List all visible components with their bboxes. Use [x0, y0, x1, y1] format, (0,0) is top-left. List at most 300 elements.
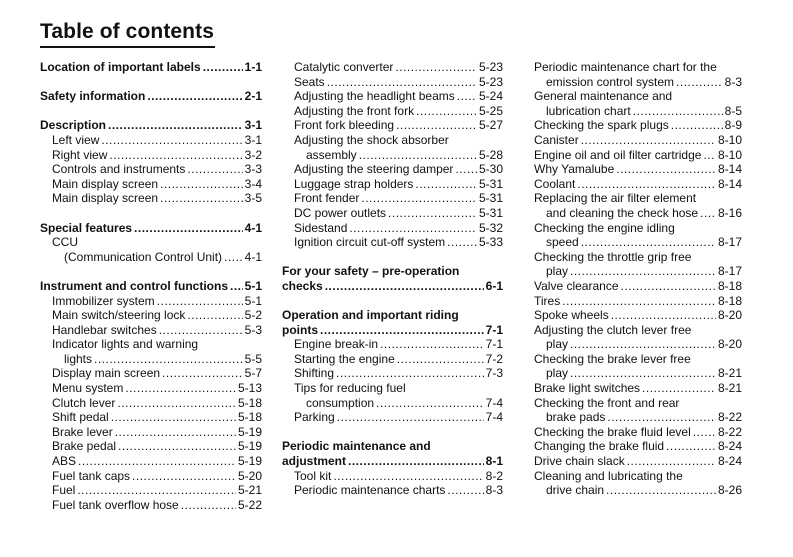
toc-entry[interactable]: [534, 425, 742, 440]
toc-entry-title: Adjusting the front fork: [294, 103, 415, 118]
toc-entry[interactable]: [282, 148, 503, 163]
toc-entry-title: CCU: [52, 235, 78, 250]
dot-leader: [627, 454, 716, 469]
toc-entry-title: Adjusting the headlight beams: [294, 89, 455, 104]
toc-entry[interactable]: [40, 410, 262, 425]
toc-page-number: 8-17: [717, 235, 742, 250]
dot-leader: [361, 191, 477, 206]
toc-entry[interactable]: [40, 439, 262, 454]
toc-entry-title: Seats: [294, 74, 325, 89]
toc-entry: [534, 191, 742, 206]
dot-leader: [570, 337, 716, 352]
toc-section-entry[interactable]: [40, 60, 262, 75]
toc-page-number: 5-31: [478, 205, 503, 220]
toc-page-number: 3-3: [244, 162, 262, 177]
dot-leader: [415, 177, 477, 192]
toc-entry-title: play: [546, 264, 569, 279]
toc-entry: [534, 250, 742, 265]
toc-page-number: 4-1: [244, 220, 262, 235]
toc-section-entry[interactable]: [40, 279, 262, 294]
toc-entry[interactable]: [534, 381, 742, 396]
toc-entry-title: Checking the front and rear: [534, 395, 680, 410]
dot-leader: [676, 75, 723, 90]
toc-page-number: 8-21: [717, 366, 742, 381]
toc-entry-title: Operation and important riding: [282, 308, 459, 323]
toc-entry[interactable]: [534, 162, 742, 177]
toc-page-number: 5-2: [244, 308, 262, 323]
dot-leader: [108, 118, 243, 133]
toc-entry[interactable]: [40, 250, 262, 265]
dot-leader: [611, 308, 716, 323]
dot-leader: [606, 483, 716, 498]
toc-entry-title: Main switch/steering lock: [52, 308, 186, 323]
dot-leader: [115, 425, 236, 440]
toc-entry-title: Tips for reducing fuel: [294, 381, 406, 396]
toc-entry-title: Location of important labels: [40, 60, 201, 74]
dot-leader: [327, 75, 477, 90]
toc-entry-title: brake pads: [546, 410, 606, 425]
toc-entry[interactable]: [282, 221, 503, 236]
toc-entry-title: Ignition circuit cut-off system: [294, 235, 446, 250]
toc-page-number: 8-10: [717, 147, 742, 162]
toc-entry-title: Engine oil and oil filter cartridge: [534, 147, 702, 162]
toc-page-number: 8-20: [717, 337, 742, 352]
toc-page-number: 8-3: [724, 74, 742, 89]
toc-entry[interactable]: [534, 118, 742, 133]
toc-section-entry[interactable]: [40, 118, 262, 133]
toc-page-number: 5-23: [478, 74, 503, 89]
toc-page-number: 5-31: [478, 191, 503, 206]
toc-entry: [282, 133, 503, 148]
dot-leader: [570, 264, 716, 279]
toc-entry-title: Safety information: [40, 89, 146, 104]
toc-entry-title: adjustment: [282, 454, 347, 469]
toc-entry-title: Brake pedal: [52, 439, 117, 454]
toc-page-number: 7-3: [485, 366, 503, 381]
toc-column-3: [534, 60, 742, 498]
dot-leader: [337, 410, 484, 425]
dot-leader: [447, 235, 477, 250]
dot-leader: [78, 454, 236, 469]
toc-entry[interactable]: [534, 410, 742, 425]
toc-section-entry[interactable]: [282, 323, 503, 338]
toc-entry[interactable]: [40, 381, 262, 396]
toc-entry[interactable]: [534, 235, 742, 250]
toc-entry-title: Why Yamalube: [534, 162, 615, 177]
dot-leader: [671, 118, 723, 133]
toc-entry-title: Handlebar switches: [52, 322, 157, 337]
toc-page-number: 8-5: [724, 103, 742, 118]
toc-entry-title: play: [546, 337, 569, 352]
toc-entry-title: Checking the spark plugs: [534, 118, 669, 133]
toc-entry-title: Indicator lights and warning: [52, 337, 199, 352]
toc-entry-title: Clutch lever: [52, 395, 116, 410]
toc-page-number: 8-18: [717, 293, 742, 308]
toc-entry-title: Periodic maintenance charts: [294, 483, 446, 498]
toc-entry-title: Immobilizer system: [52, 293, 155, 308]
toc-page-number: 5-32: [478, 220, 503, 235]
toc-entry[interactable]: [282, 177, 503, 192]
toc-entry: [534, 352, 742, 367]
section-spacer: [40, 264, 262, 279]
toc-page-number: 7-1: [485, 322, 503, 337]
toc-page-number: 6-1: [485, 278, 503, 293]
toc-page-number: 5-1: [244, 293, 262, 308]
toc-entry-title: Main display screen: [52, 176, 159, 191]
toc-page-number: 8-14: [717, 176, 742, 191]
toc-page-number: 8-17: [717, 264, 742, 279]
toc-entry: [282, 381, 503, 396]
toc-entry[interactable]: [534, 366, 742, 381]
toc-entry[interactable]: [534, 294, 742, 309]
section-spacer: [282, 250, 503, 265]
toc-page-number: 3-4: [244, 176, 262, 191]
toc-page-number: 5-28: [478, 147, 503, 162]
toc-entry[interactable]: [282, 75, 503, 90]
section-spacer: [40, 75, 262, 90]
toc-entry-title: Cleaning and lubricating the: [534, 468, 683, 483]
toc-entry-title: Main display screen: [52, 191, 159, 206]
toc-entry-title: Drive chain slack: [534, 454, 625, 469]
toc-entry[interactable]: [534, 264, 742, 279]
toc-entry[interactable]: [534, 177, 742, 192]
dot-leader: [666, 439, 716, 454]
dot-leader: [157, 294, 243, 309]
toc-section-entry[interactable]: [40, 89, 262, 104]
toc-entry-title: Fuel tank caps: [52, 468, 131, 483]
toc-entry[interactable]: [282, 118, 503, 133]
toc-entry: [534, 323, 742, 338]
toc-entry-title: Changing the brake fluid: [534, 439, 665, 454]
section-spacer: [282, 425, 503, 440]
dot-leader: [162, 366, 243, 381]
toc-entry[interactable]: [534, 133, 742, 148]
toc-page-number: 8-22: [717, 424, 742, 439]
toc-entry-title: drive chain: [546, 483, 605, 498]
dot-leader: [333, 469, 483, 484]
toc-entry[interactable]: [40, 366, 262, 381]
toc-page-number: 5-31: [478, 176, 503, 191]
toc-page-number: 8-3: [485, 483, 503, 498]
toc-entry[interactable]: [282, 469, 503, 484]
dot-leader: [134, 221, 243, 236]
toc-entry[interactable]: [282, 352, 503, 367]
toc-page-number: 8-26: [717, 483, 742, 498]
toc-section-entry: [282, 264, 503, 279]
toc-page-number: 3-1: [244, 118, 262, 133]
toc-entry[interactable]: [534, 337, 742, 352]
toc-entry[interactable]: [40, 148, 262, 163]
dot-leader: [187, 162, 242, 177]
dot-leader: [633, 104, 723, 119]
toc-entry-title: Brake lever: [52, 424, 113, 439]
toc-entry-title: Left view: [52, 132, 100, 147]
toc-page-number: 5-19: [237, 454, 262, 469]
section-spacer: [40, 104, 262, 119]
toc-entry: [534, 89, 742, 104]
toc-entry: [534, 469, 742, 484]
toc-entry-title: Adjusting the shock absorber: [294, 132, 449, 147]
toc-entry-title: For your safety – pre-operation: [282, 264, 460, 279]
toc-entry-title: consumption: [306, 395, 375, 410]
toc-page-number: 5-27: [478, 118, 503, 133]
toc-entry-title: Canister: [534, 132, 579, 147]
toc-entry-title: emission control system: [546, 74, 675, 89]
toc-entry[interactable]: [40, 352, 262, 367]
toc-entry[interactable]: [40, 454, 262, 469]
dot-leader: [118, 439, 236, 454]
toc-entry-title: Checking the engine idling: [534, 220, 675, 235]
dot-leader: [230, 279, 243, 294]
toc-page-number: 8-22: [717, 410, 742, 425]
dot-leader: [117, 396, 236, 411]
toc-entry-title: ABS: [52, 454, 77, 469]
toc-section-entry[interactable]: [282, 279, 503, 294]
toc-entry[interactable]: [40, 191, 262, 206]
toc-entry[interactable]: [282, 60, 503, 75]
toc-entry: [534, 396, 742, 411]
toc-entry[interactable]: [534, 279, 742, 294]
toc-entry[interactable]: [40, 133, 262, 148]
dot-leader: [380, 337, 484, 352]
toc-entry[interactable]: [40, 498, 262, 513]
dot-leader: [203, 60, 243, 75]
toc-entry-title: Display main screen: [52, 366, 161, 381]
toc-entry[interactable]: [534, 148, 742, 163]
toc-entry-title: Adjusting the steering damper: [294, 162, 454, 177]
toc-entry-title: Replacing the air filter element: [534, 191, 697, 206]
toc-entry[interactable]: [40, 323, 262, 338]
dot-leader: [94, 352, 243, 367]
dot-leader: [455, 162, 477, 177]
dot-leader: [447, 483, 483, 498]
dot-leader: [160, 191, 243, 206]
toc-entry-title: Fuel: [52, 483, 76, 498]
toc-entry[interactable]: [534, 483, 742, 498]
toc-entry-title: Tool kit: [294, 468, 332, 483]
toc-entry[interactable]: [282, 104, 503, 119]
dot-leader: [457, 89, 477, 104]
toc-page-number: 5-21: [237, 483, 262, 498]
toc-entry-title: Catalytic converter: [294, 60, 394, 74]
dot-leader: [607, 410, 716, 425]
dot-leader: [77, 483, 236, 498]
toc-entry-title: General maintenance and: [534, 89, 673, 104]
toc-entry-title: Menu system: [52, 381, 124, 396]
toc-section-entry: [282, 308, 503, 323]
dot-leader: [359, 148, 477, 163]
dot-leader: [224, 250, 243, 265]
toc-page-number: 5-33: [478, 235, 503, 250]
toc-page-number: 8-18: [717, 278, 742, 293]
dot-leader: [581, 133, 716, 148]
toc-entry[interactable]: [534, 439, 742, 454]
dot-leader: [581, 235, 716, 250]
toc-entry-title: Spoke wheels: [534, 308, 609, 323]
toc-entry[interactable]: [282, 89, 503, 104]
toc-entry-title: Periodic maintenance chart for the: [534, 60, 717, 74]
toc-entry-title: Description: [40, 118, 107, 133]
dot-leader: [348, 454, 484, 469]
toc-entry-title: (Communication Control Unit): [64, 249, 223, 264]
toc-entry-title: Sidestand: [294, 220, 348, 235]
toc-page-number: 8-2: [485, 468, 503, 483]
toc-entry-title: Checking the throttle grip free: [534, 249, 692, 264]
dot-leader: [376, 396, 484, 411]
toc-entry-title: Controls and instruments: [52, 162, 186, 177]
toc-entry[interactable]: [282, 366, 503, 381]
toc-page-number: 1-1: [244, 60, 262, 74]
section-spacer: [282, 294, 503, 309]
toc-page-number: 8-24: [717, 454, 742, 469]
toc-entry-title: Parking: [294, 410, 335, 425]
toc-entry-title: Front fork bleeding: [294, 118, 395, 133]
toc-entry[interactable]: [534, 104, 742, 119]
toc-page-number: 5-24: [478, 89, 503, 104]
toc-page-number: 8-9: [724, 118, 742, 133]
toc-page-number: 5-23: [478, 60, 503, 74]
dot-leader: [562, 294, 716, 309]
toc-section-entry: [282, 439, 503, 454]
toc-entry[interactable]: [282, 191, 503, 206]
toc-page-number: 5-13: [237, 381, 262, 396]
toc-page-number: 5-5: [244, 351, 262, 366]
dot-leader: [388, 206, 477, 221]
toc-entry-title: Luggage strap holders: [294, 176, 414, 191]
toc-entry[interactable]: [40, 308, 262, 323]
toc-entry-title: assembly: [306, 147, 357, 162]
toc-entry[interactable]: [40, 396, 262, 411]
toc-page-number: 7-2: [485, 351, 503, 366]
toc-page-number: 5-19: [237, 424, 262, 439]
toc-entry-title: checks: [282, 278, 323, 293]
dot-leader: [125, 381, 236, 396]
dot-leader: [616, 162, 716, 177]
dot-leader: [577, 177, 716, 192]
page-title: Table of contents: [40, 20, 214, 43]
toc-entry[interactable]: [534, 454, 742, 469]
toc-entry[interactable]: [40, 294, 262, 309]
dot-leader: [325, 279, 484, 294]
toc-entry[interactable]: [282, 206, 503, 221]
toc-section-entry[interactable]: [282, 454, 503, 469]
dot-leader: [621, 279, 716, 294]
dot-leader: [101, 133, 242, 148]
dot-leader: [570, 366, 716, 381]
toc-entry-title: Starting the engine: [294, 351, 395, 366]
toc-entry[interactable]: [534, 206, 742, 221]
dot-leader: [703, 148, 716, 163]
title-underline: [40, 46, 215, 48]
toc-page-number: 5-25: [478, 103, 503, 118]
toc-entry-title: and cleaning the check hose: [546, 205, 699, 220]
toc-entry[interactable]: [40, 425, 262, 440]
toc-entry[interactable]: [40, 483, 262, 498]
toc-entry[interactable]: [40, 177, 262, 192]
toc-page-number: 8-20: [717, 308, 742, 323]
toc-entry[interactable]: [282, 410, 503, 425]
toc-entry-title: play: [546, 366, 569, 381]
toc-page-number: 5-18: [237, 410, 262, 425]
toc-page-number: 8-21: [717, 381, 742, 396]
dot-leader: [416, 104, 477, 119]
toc-page-number: 5-18: [237, 395, 262, 410]
toc-entry-title: Brake light switches: [534, 381, 641, 396]
toc-entry-title: lubrication chart: [546, 103, 631, 118]
toc-entry-title: DC power outlets: [294, 205, 387, 220]
toc-column-2: [282, 60, 503, 498]
toc-page-number: 5-30: [478, 162, 503, 177]
toc-page-number: 7-1: [485, 337, 503, 352]
toc-page-number: 2-1: [244, 89, 262, 104]
toc-page-number: 8-10: [717, 132, 742, 147]
toc-page-number: 8-16: [717, 205, 742, 220]
toc-page-number: 5-1: [244, 278, 262, 293]
toc-entry-title: Shifting: [294, 366, 335, 381]
dot-leader: [349, 221, 477, 236]
toc-page-number: 8-14: [717, 162, 742, 177]
toc-entry-title: Valve clearance: [534, 278, 619, 293]
toc-entry[interactable]: [282, 396, 503, 411]
dot-leader: [111, 410, 236, 425]
dot-leader: [147, 89, 242, 104]
toc-entry-title: Instrument and control functions: [40, 278, 228, 293]
toc-entry[interactable]: [282, 483, 503, 498]
toc-entry[interactable]: [282, 162, 503, 177]
toc-entry-title: Adjusting the clutch lever free: [534, 322, 692, 337]
toc-entry[interactable]: [282, 235, 503, 250]
toc-page-number: 5-7: [244, 366, 262, 381]
toc-entry[interactable]: [40, 162, 262, 177]
toc-entry-title: points: [282, 322, 318, 337]
toc-entry[interactable]: [534, 75, 742, 90]
toc-entry: [40, 235, 262, 250]
toc-entry[interactable]: [282, 337, 503, 352]
toc-page-number: 3-1: [244, 132, 262, 147]
toc-page-number: 8-24: [717, 439, 742, 454]
toc-page-number: 4-1: [244, 249, 262, 264]
dot-leader: [181, 498, 236, 513]
dot-leader: [693, 425, 716, 440]
dot-leader: [132, 469, 236, 484]
dot-leader: [396, 118, 477, 133]
toc-entry[interactable]: [534, 308, 742, 323]
section-spacer: [40, 206, 262, 221]
toc-entry-title: Front fender: [294, 191, 360, 206]
toc-page-number: 7-4: [485, 395, 503, 410]
toc-page-number: 5-22: [237, 497, 262, 512]
toc-entry-title: Engine break-in: [294, 337, 379, 352]
toc-entry: [40, 337, 262, 352]
dot-leader: [395, 60, 477, 75]
toc-entry-title: Checking the brake fluid level: [534, 424, 691, 439]
dot-leader: [160, 177, 243, 192]
toc-entry-title: Checking the brake lever free: [534, 351, 691, 366]
toc-page-number: 3-5: [244, 191, 262, 206]
toc-entry-title: Tires: [534, 293, 561, 308]
toc-entry[interactable]: [40, 469, 262, 484]
toc-entry: [534, 221, 742, 236]
toc-section-entry[interactable]: [40, 221, 262, 236]
toc-page-number: 5-3: [244, 322, 262, 337]
toc-entry-title: Fuel tank overflow hose: [52, 497, 179, 512]
toc-page-number: 3-2: [244, 147, 262, 162]
toc-entry: [534, 60, 742, 75]
toc-entry-title: Right view: [52, 147, 108, 162]
toc-page-number: 5-20: [237, 468, 262, 483]
toc-entry-title: lights: [64, 351, 93, 366]
dot-leader: [320, 323, 484, 338]
